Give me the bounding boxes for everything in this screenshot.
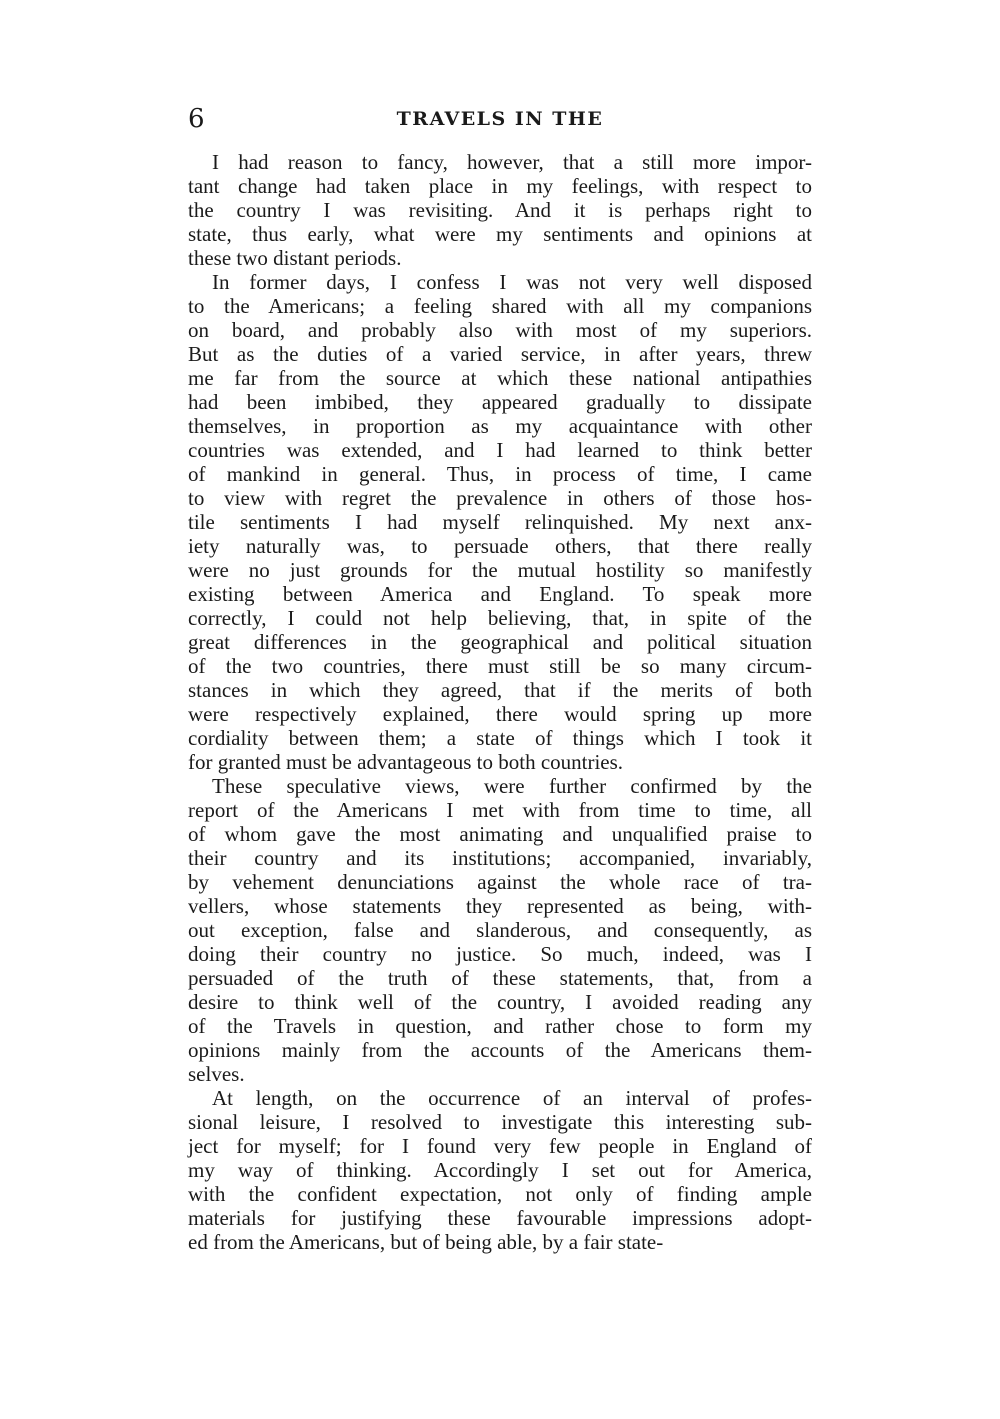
text-line: existing between America and England. To speak more	[188, 582, 812, 606]
text-line: iety naturally was, to persuade others, that there really	[188, 534, 812, 558]
text-line: correctly, I could not help believing, that, in spite of the	[188, 606, 812, 630]
text-line: doing their country no justice. So much, indeed, was I	[188, 942, 812, 966]
text-line: their country and its institutions; accompanied, invariably,	[188, 846, 812, 870]
text-line: my way of thinking. Accordingly I set out for America,	[188, 1158, 812, 1182]
text-line: of mankind in general. Thus, in process of time, I came	[188, 462, 812, 486]
text-line: the country I was revisiting. And it is perhaps right to	[188, 198, 812, 222]
text-line: ed from the Americans, but of being able, by a fair state-	[188, 1230, 664, 1254]
text-line: tile sentiments I had myself relinquished. My next anx-	[188, 510, 812, 534]
text-line: I had reason to fancy, however, that a still more impor-	[212, 150, 812, 174]
page-header	[188, 104, 812, 134]
text-line: to view with regret the prevalence in others of those hos-	[188, 486, 812, 510]
text-line: selves.	[188, 1062, 245, 1086]
text-line: these two distant periods.	[188, 246, 402, 270]
text-line: In former days, I confess I was not very well disposed	[212, 270, 812, 294]
text-line: But as the duties of a varied service, in after years, threw	[188, 342, 812, 366]
text-line: opinions mainly from the accounts of the Americans them-	[188, 1038, 812, 1062]
paragraph	[188, 150, 812, 270]
text-line: on board, and probably also with most of my superiors.	[188, 318, 812, 342]
text-line: vellers, whose statements they represented as being, with-	[188, 894, 812, 918]
text-line: for granted must be advantageous to both countries.	[188, 750, 624, 774]
text-line: of the two countries, there must still be so many circum-	[188, 654, 812, 678]
text-line: had been imbibed, they appeared gradually to dissipate	[188, 390, 812, 414]
running-head: TRAVELS IN THE	[396, 108, 604, 130]
paragraph	[188, 1086, 812, 1254]
text-line: themselves, in proportion as my acquaintance with other	[188, 414, 812, 438]
page-number: 6	[188, 104, 205, 134]
text-line: report of the Americans I met with from time to time, all	[188, 798, 812, 822]
text-line: ject for myself; for I found very few people in England of	[188, 1134, 812, 1158]
text-line: great differences in the geographical and political situation	[188, 630, 812, 654]
text-line: of the Travels in question, and rather chose to form my	[188, 1014, 812, 1038]
text-line: persuaded of the truth of these statements, that, from a	[188, 966, 812, 990]
text-line: to the Americans; a feeling shared with all my companions	[188, 294, 812, 318]
text-line: were no just grounds for the mutual hostility so manifestly	[188, 558, 812, 582]
text-line: out exception, false and slanderous, and consequently, as	[188, 918, 812, 942]
text-line: countries was extended, and I had learned to think better	[188, 438, 812, 462]
text-line: of whom gave the most animating and unqualified praise to	[188, 822, 812, 846]
text-line: by vehement denunciations against the whole race of tra-	[188, 870, 812, 894]
text-line: stances in which they agreed, that if the merits of both	[188, 678, 812, 702]
paragraph	[188, 270, 812, 774]
text-line: tant change had taken place in my feelings, with respect to	[188, 174, 812, 198]
text-line: These speculative views, were further confirmed by the	[212, 774, 812, 798]
text-line: sional leisure, I resolved to investigate this interesting sub-	[188, 1110, 812, 1134]
text-line: were respectively explained, there would spring up more	[188, 702, 812, 726]
text-line: me far from the source at which these national antipathies	[188, 366, 812, 390]
text-line: state, thus early, what were my sentiments and opinions at	[188, 222, 812, 246]
text-line: materials for justifying these favourable impressions adopt-	[188, 1206, 812, 1230]
body-text	[188, 150, 812, 1254]
text-line: desire to think well of the country, I avoided reading any	[188, 990, 812, 1014]
text-line: with the confident expectation, not only of finding ample	[188, 1182, 812, 1206]
paragraph	[188, 774, 812, 1086]
text-line: cordiality between them; a state of things which I took it	[188, 726, 812, 750]
text-line: At length, on the occurrence of an interval of profes-	[212, 1086, 812, 1110]
